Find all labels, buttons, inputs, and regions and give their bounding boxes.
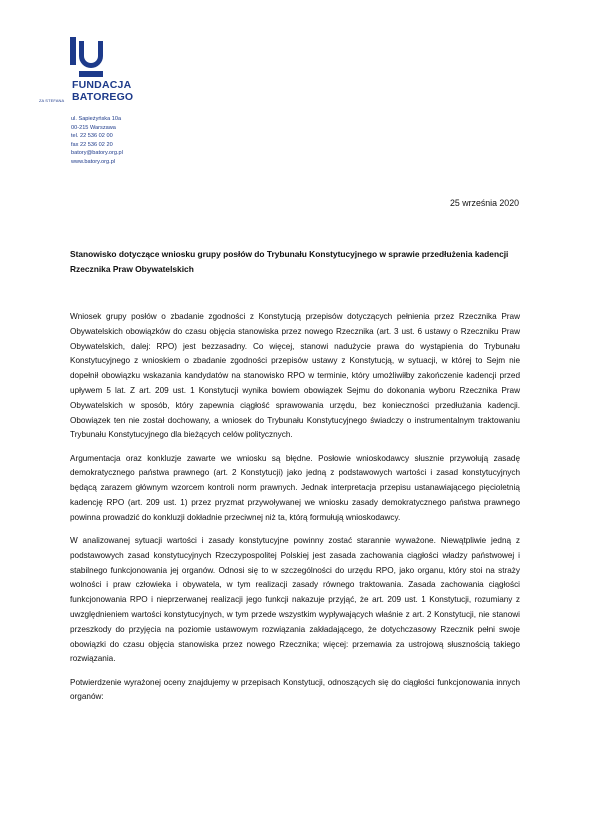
body-paragraph-1: Wniosek grupy posłów o zbadanie zgodności z Konstytucją przepisów dotyczących pełnienia przez Rzecznika Praw Obywatelskich obowiązków do czasu objęcia stanowiska przez nowego Rzecznika (art. 3 ust. 6 ustawy o Rzeczniku Praw Obywatelskich, dalej: RPO) jest bezzasadny. Co więcej, stanowi nadużycie prawa do wystąpienia do Trybunału Konstytucyjnego z wnioskiem o zbadanie zgodności przepisów ustawy z Konstytucją, w sytuacji, w której to Sejm nie dopełnił obowiązku wskazania kandydatów na stanowisko RPO w terminie, który umożliwiłby zakończenie kadencji przed upływem 5 lat. Z art. 209 ust. 1 Konstytucji wynika bowiem obowiązek Sejmu do dokonania wyboru Rzecznika Praw Obywatelskich w sposób, który zapewnia ciągłość sprawowania urzędu, bez konieczności przedłużania kadencji. Obowiązek ten nie został dochowany, a wniosek do Trybunału Konstytucyjnego świadczy o instrumentalnym traktowaniu Trybunału Konstytucyjnego dla bieżących celów politycznych. xyxy=(70,312,520,440)
document-title: Stanowisko dotyczące wniosku grupy posłów do Trybunału Konstytucyjnego w sprawie przedłużenia kadencji Rzecznika Praw Obywatelskich xyxy=(70,249,509,274)
contact-address: ul. Sapieżyńska 10a xyxy=(71,116,122,122)
body-paragraph-2: Argumentacja oraz konkluzje zawarte we wniosku są błędne. Posłowie wnioskodawcy słusznie przywołują zasadę demokratycznego państwa prawnego (art. 2 Konstytucji) jako jedną z podstawowych wartości i zasad konstytucyjnych będącą zarazem głównym wzorcem kontroli norm prawnych. Jednak interpretacja przepisu ustanawiającego pięcioletnią kadencję RPO (art. 209 ust. 1) przez pryzmat przywoływanej we wniosku zasady demokratycznego państwa prawnego powinna prowadzić do konkluzji dokładnie przeciwnej niż ta, którą formułują wnioskodawcy. xyxy=(70,453,520,522)
contact-block xyxy=(71,115,123,167)
organization-tagline: ZA STEFANA xyxy=(39,98,65,103)
contact-phone: tel. 22 536 02 00 xyxy=(71,133,113,140)
contact-website: www.batory.org.pl xyxy=(71,158,116,165)
contact-city: 00-215 Warszawa xyxy=(71,124,116,131)
organization-name xyxy=(72,80,133,103)
organization-name-line-2: BATOREGO xyxy=(72,90,134,103)
contact-fax: fax 22 536 02 20 xyxy=(71,141,113,148)
document-date: 25 września 2020 xyxy=(450,198,519,208)
document-body xyxy=(70,310,520,713)
contact-email: batory@batory.org.pl xyxy=(71,150,123,157)
body-paragraph-3: W analizowanej sytuacji wartości i zasady konstytucyjne powinny zostać starannie wyważone. Niewątpliwie jedną z podstawowych zasad konstytucyjnych Rzeczypospolitej Polskiej jest zasada zachowania ciągłości władzy państwowej i stabilnego funkcjonowania jej organów. Odnosi się to w szczególności do urzędu RPO, jako organu, który stoi na straży wolności i praw człowieka i obywatela, w tym realizacji zasady równego traktowania. Zasada zachowania ciągłości funkcjonowania RPO i nieprzerwanej realizacji jego funkcji nakazuje przyjąć, że art. 209 ust. 1 Konstytucji, rozumiany z uwzględnieniem wartości konstytucyjnych, w tym przede wszystkim wypływających właśnie z art. 2 Konstytucji, nie stanowi przeszkody do przyjęcia na poziomie ustawowym rozwiązania zakładającego, że dotychczasowy Rzecznik pełni swoje obowiązki do czasu objęcia stanowiska przez nowego Rzecznika; więcej: przemawia za ustrojową słusznością takiego rozwiązania. xyxy=(70,535,520,664)
organization-name-line-1: FUNDACJA xyxy=(72,79,132,91)
body-paragraph-4: Potwierdzenie wyrażonej oceny znajdujemy w przepisach Konstytucji, odnoszących się do ciągłości funkcjonowania innych organów: xyxy=(70,677,520,702)
fundacja-batorego-logo-icon xyxy=(70,37,104,77)
